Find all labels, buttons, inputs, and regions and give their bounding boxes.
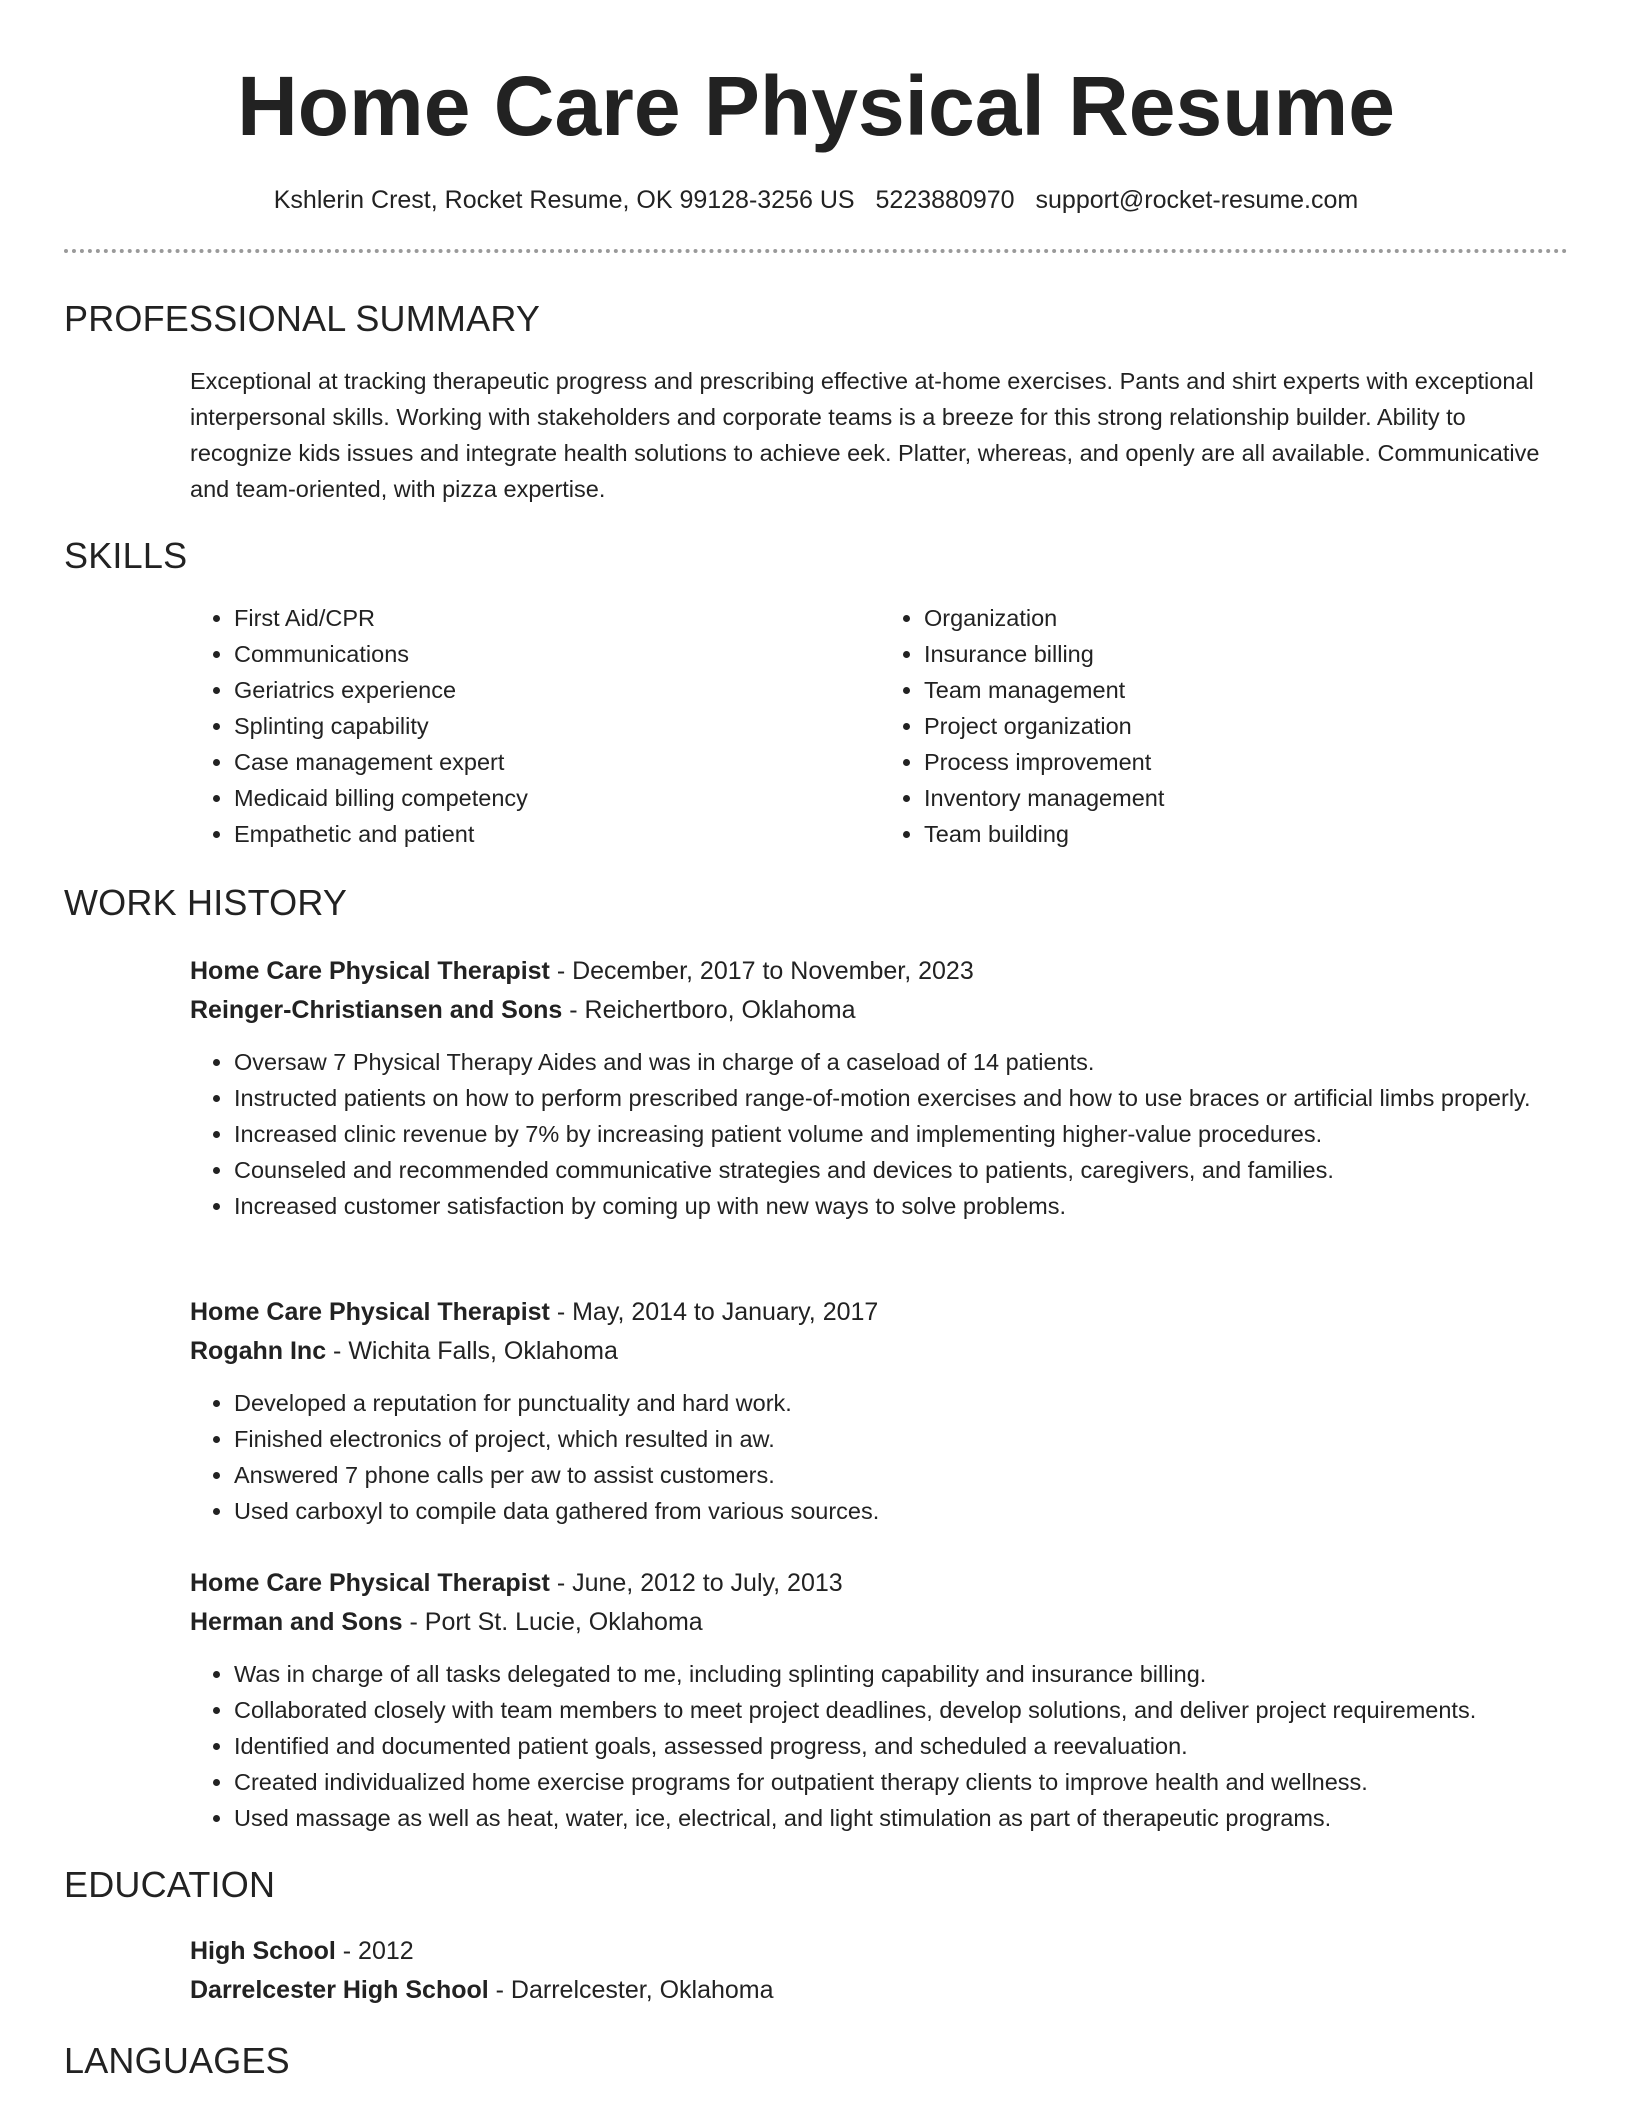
education-degree: High School	[190, 1937, 336, 1965]
section-title-skills: SKILLS	[64, 535, 188, 576]
job-title-line	[190, 952, 1570, 991]
job-role: Home Care Physical Therapist	[190, 957, 550, 985]
skill-item: • Communications	[234, 636, 880, 672]
job-bullet: • Developed a reputation for punctuality and hard work.	[234, 1385, 1570, 1421]
skill-item: • First Aid/CPR	[234, 600, 880, 636]
job-bullet: • Was in charge of all tasks delegated to me, including splinting capability and insurance billing.	[234, 1656, 1570, 1692]
skill-item: • Team building	[924, 816, 1570, 852]
job-bullet: • Used massage as well as heat, water, ice, electrical, and light stimulation as part of therapeutic programs.	[234, 1800, 1570, 1836]
skill-item: • Geriatrics experience	[234, 672, 880, 708]
skills-list-left	[190, 600, 880, 852]
section-title-work-history: WORK HISTORY	[64, 882, 348, 923]
job-title-line	[190, 1564, 1570, 1603]
skill-item: • Process improvement	[924, 744, 1570, 780]
summary-block	[190, 363, 1570, 507]
job-dates: - December, 2017 to November, 2023	[549, 957, 974, 985]
education-school-line	[190, 1971, 1570, 2010]
job-role: Home Care Physical Therapist	[190, 1569, 550, 1597]
skill-item: • Splinting capability	[234, 708, 880, 744]
job-location: - Reichertboro, Oklahoma	[562, 996, 856, 1024]
education-year: - 2012	[335, 1937, 414, 1965]
job-bullet: • Increased clinic revenue by 7% by increasing patient volume and implementing higher-value procedures.	[234, 1116, 1570, 1152]
section-title-languages: LANGUAGES	[64, 2040, 290, 2081]
header-divider	[64, 249, 1568, 253]
job-bullet: • Used carboxyl to compile data gathered from various sources.	[234, 1493, 1570, 1529]
skill-item: • Empathetic and patient	[234, 816, 880, 852]
job-entry	[190, 1293, 1570, 1529]
job-role: Home Care Physical Therapist	[190, 1298, 550, 1326]
contact-email: support@rocket-resume.com	[1035, 186, 1359, 214]
job-bullet: • Oversaw 7 Physical Therapy Aides and was in charge of a caseload of 14 patients.	[234, 1044, 1570, 1080]
job-dates: - June, 2012 to July, 2013	[549, 1569, 843, 1597]
job-bullet: • Finished electronics of project, which resulted in aw.	[234, 1421, 1570, 1457]
job-bullet: • Answered 7 phone calls per aw to assist customers.	[234, 1457, 1570, 1493]
skill-item: • Team management	[924, 672, 1570, 708]
skills-list-right	[880, 600, 1570, 852]
job-company-line	[190, 1603, 1570, 1642]
skill-item: • Inventory management	[924, 780, 1570, 816]
contact-line	[0, 186, 1632, 215]
job-location: - Wichita Falls, Oklahoma	[326, 1337, 618, 1365]
contact-phone: 5223880970	[875, 186, 1015, 214]
contact-address: Kshlerin Crest, Rocket Resume, OK 99128-3256 US	[273, 186, 855, 214]
summary-text: Exceptional at tracking therapeutic progress and prescribing effective at-home exercises. Pants and shirt experts with exceptional interpersonal skills. Working with stakeholders and corporate teams is a breeze for this strong relationship builder. Ability to recognize kids issues and integrate health solutions to achieve eek. Platter, whereas, and openly are all available. Communicative and team-oriented, with pizza expertise.	[190, 368, 1540, 502]
skill-item: • Insurance billing	[924, 636, 1570, 672]
job-bullets	[190, 1044, 1570, 1224]
section-title-education: EDUCATION	[64, 1864, 276, 1905]
job-bullet: • Increased customer satisfaction by coming up with new ways to solve problems.	[234, 1188, 1570, 1224]
job-bullet: • Collaborated closely with team members to meet project deadlines, develop solutions, and deliver project requirements.	[234, 1692, 1570, 1728]
job-company-line	[190, 991, 1570, 1030]
job-bullets	[190, 1385, 1570, 1529]
skill-item: • Case management expert	[234, 744, 880, 780]
job-company: Reinger-Christiansen and Sons	[190, 996, 563, 1024]
education-entry	[190, 1932, 1570, 2010]
job-title-line	[190, 1293, 1570, 1332]
skill-item: • Medicaid billing competency	[234, 780, 880, 816]
section-title-summary: PROFESSIONAL SUMMARY	[64, 298, 541, 339]
job-entry	[190, 952, 1570, 1224]
job-bullet: • Counseled and recommended communicative strategies and devices to patients, caregivers, and families.	[234, 1152, 1570, 1188]
job-bullet: • Created individualized home exercise programs for outpatient therapy clients to improve health and wellness.	[234, 1764, 1570, 1800]
job-company: Herman and Sons	[190, 1608, 403, 1636]
resume-title: Home Care Physical Resume	[237, 59, 1395, 153]
job-bullets	[190, 1656, 1570, 1836]
job-entry	[190, 1564, 1570, 1836]
education-school: Darrelcester High School	[190, 1976, 489, 2004]
job-company: Rogahn Inc	[190, 1337, 327, 1365]
skill-item: • Organization	[924, 600, 1570, 636]
skill-item: • Project organization	[924, 708, 1570, 744]
job-bullet: • Identified and documented patient goals, assessed progress, and scheduled a reevaluation.	[234, 1728, 1570, 1764]
education-degree-line	[190, 1932, 1570, 1971]
job-bullet: • Instructed patients on how to perform prescribed range-of-motion exercises and how to use braces or artificial limbs properly.	[234, 1080, 1570, 1116]
job-location: - Port St. Lucie, Oklahoma	[402, 1608, 703, 1636]
job-dates: - May, 2014 to January, 2017	[549, 1298, 879, 1326]
skills-block	[190, 600, 1570, 852]
education-location: - Darrelcester, Oklahoma	[488, 1976, 774, 2004]
job-company-line	[190, 1332, 1570, 1371]
